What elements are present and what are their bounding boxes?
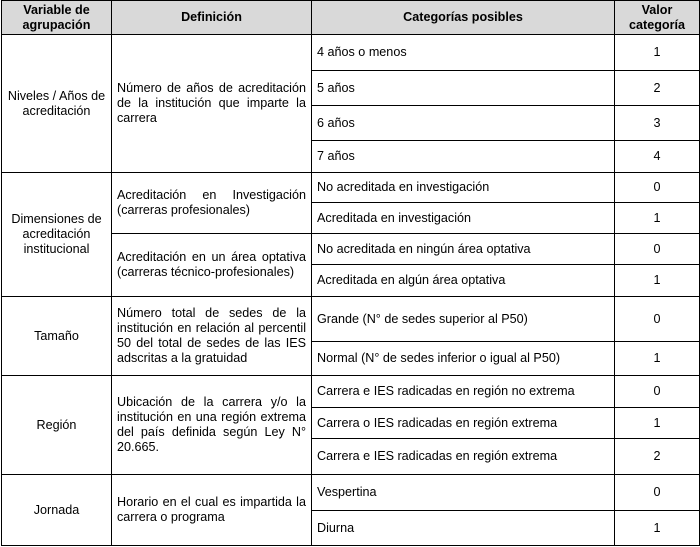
header-definicion: Definición xyxy=(112,1,312,35)
category-cell: Grande (N° de sedes superior al P50) xyxy=(312,297,615,342)
category-cell: 7 años xyxy=(312,141,615,173)
category-cell: Vespertina xyxy=(312,475,615,511)
value-cell: 0 xyxy=(615,376,700,408)
table-row xyxy=(2,297,700,342)
definition-cell: Acreditación en Investigación (carreras profesionales) xyxy=(112,173,312,234)
table-header-row xyxy=(2,1,700,35)
category-cell: Carrera o IES radicadas en región extrema xyxy=(312,408,615,439)
category-cell: Acreditada en investigación xyxy=(312,203,615,234)
category-cell: 6 años xyxy=(312,106,615,141)
value-cell: 2 xyxy=(615,439,700,475)
table-row xyxy=(2,376,700,408)
category-cell: Carrera e IES radicadas en región extrema xyxy=(312,439,615,475)
header-categorias: Categorías posibles xyxy=(312,1,615,35)
value-cell: 1 xyxy=(615,511,700,546)
value-cell: 1 xyxy=(615,265,700,297)
value-cell: 0 xyxy=(615,173,700,203)
value-cell: 0 xyxy=(615,475,700,511)
definition-cell: Número total de sedes de la institución en relación al percentil 50 del total de sedes de las IES adscritas a la gratuidad xyxy=(112,297,312,376)
value-cell: 0 xyxy=(615,234,700,265)
table-row xyxy=(2,475,700,511)
table-row xyxy=(2,173,700,203)
category-cell: 5 años xyxy=(312,71,615,106)
category-cell: No acreditada en investigación xyxy=(312,173,615,203)
category-cell: No acreditada en ningún área optativa xyxy=(312,234,615,265)
value-cell: 3 xyxy=(615,106,700,141)
category-cell: Normal (N° de sedes inferior o igual al P50) xyxy=(312,342,615,376)
variable-cell: Tamaño xyxy=(2,297,112,376)
value-cell: 2 xyxy=(615,71,700,106)
value-cell: 1 xyxy=(615,342,700,376)
value-cell: 1 xyxy=(615,203,700,234)
value-cell: 1 xyxy=(615,35,700,71)
category-cell: Acreditada en algún área optativa xyxy=(312,265,615,297)
value-cell: 0 xyxy=(615,297,700,342)
variable-cell: Jornada xyxy=(2,475,112,546)
category-cell: 4 años o menos xyxy=(312,35,615,71)
header-variable: Variable de agrupación xyxy=(2,1,112,35)
definition-cell: Horario en el cual es impartida la carrera o programa xyxy=(112,475,312,546)
variable-cell: Región xyxy=(2,376,112,475)
value-cell: 4 xyxy=(615,141,700,173)
category-cell: Carrera e IES radicadas en región no extrema xyxy=(312,376,615,408)
variable-cell: Dimensiones de acreditación institucional xyxy=(2,173,112,297)
header-valor: Valor categoría xyxy=(615,1,700,35)
grouping-variables-table xyxy=(1,0,700,546)
table-row xyxy=(2,35,700,71)
category-cell: Diurna xyxy=(312,511,615,546)
variable-cell: Niveles / Años de acreditación xyxy=(2,35,112,173)
definition-cell: Ubicación de la carrera y/o la institución en una región extrema del país definida según Ley N° 20.665. xyxy=(112,376,312,475)
value-cell: 1 xyxy=(615,408,700,439)
definition-cell: Acreditación en un área optativa (carreras técnico-profesionales) xyxy=(112,234,312,297)
definition-cell: Número de años de acreditación de la institución que imparte la carrera xyxy=(112,35,312,173)
